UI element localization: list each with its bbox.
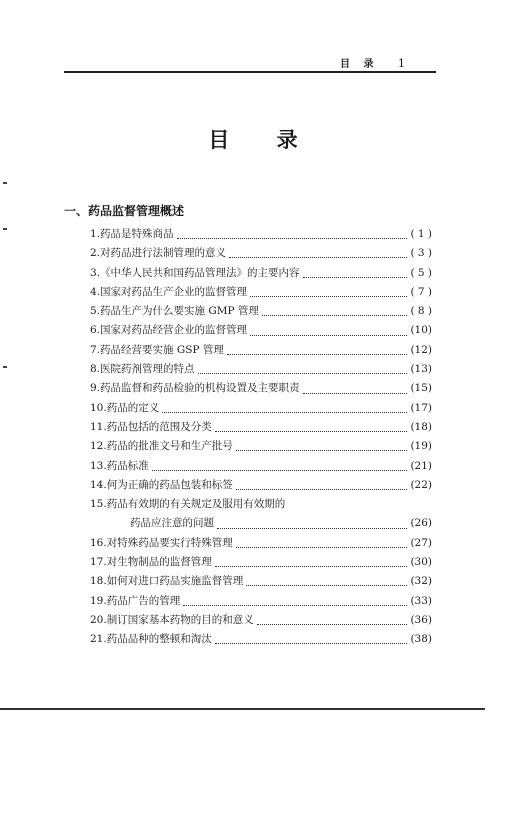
toc-dot-leader xyxy=(152,470,408,471)
toc-dot-leader xyxy=(257,624,408,625)
toc-entry xyxy=(90,322,432,341)
toc-entry-page: (21) xyxy=(410,459,432,472)
toc-entry xyxy=(90,438,432,457)
toc-entry-number: 9. xyxy=(90,382,101,395)
toc-entry-number: 6. xyxy=(90,324,101,337)
toc-dot-leader xyxy=(227,354,408,355)
page-title-char-1: 目 xyxy=(208,128,230,152)
toc-entry-title: 药品是特殊商品 xyxy=(100,228,174,240)
toc-entry-title: 药品标准 xyxy=(106,459,149,472)
toc-entry-title: 对药品进行法制管理的意义 xyxy=(100,247,227,260)
toc-dot-leader xyxy=(236,489,408,490)
toc-entry xyxy=(90,303,432,322)
toc-entry-number: 12. xyxy=(90,440,107,453)
toc-entry-title: 国家对药品生产企业的监督管理 xyxy=(100,285,248,298)
toc-entry-number: 13. xyxy=(90,459,107,472)
footer-rule xyxy=(0,708,485,710)
toc-entry-title: 对生物制品的监督管理 xyxy=(106,556,212,569)
toc-entry-title: 何为正确的药品包装和标签 xyxy=(106,478,233,491)
toc-entry-number: 21. xyxy=(90,633,107,646)
toc-dot-leader xyxy=(183,605,407,606)
toc-entry-page: (32) xyxy=(410,575,432,588)
toc-entry xyxy=(90,342,432,361)
toc-entry-number: 10. xyxy=(90,401,107,414)
toc-entry-number: 8. xyxy=(90,363,101,376)
toc-entry-page: (22) xyxy=(410,478,432,491)
toc-entry-number: 17. xyxy=(90,556,107,569)
toc-dot-leader xyxy=(236,547,408,548)
toc-dot-leader xyxy=(215,431,408,432)
toc-entry-title: 药品有效期的有关规定及服用有效期的 xyxy=(106,498,286,511)
toc-entry-page: (26) xyxy=(410,517,432,530)
toc-entry xyxy=(90,284,432,303)
toc-entry-title: 国家对药品经营企业的监督管理 xyxy=(100,324,248,337)
toc-entry-page: ( 7 ) xyxy=(410,285,432,298)
toc-entry xyxy=(90,400,432,419)
toc-entry xyxy=(90,496,432,515)
toc-entry xyxy=(90,458,432,477)
page-title-char-2: 录 xyxy=(276,128,298,152)
toc-dot-leader xyxy=(215,643,408,644)
toc-dot-leader xyxy=(262,315,408,316)
toc-entry xyxy=(90,419,432,438)
toc-entry xyxy=(90,535,432,554)
toc-entry xyxy=(90,226,432,245)
toc-entry-page: (36) xyxy=(410,613,432,626)
toc-entry-number: 3. xyxy=(90,266,101,279)
toc-entry-number: 11. xyxy=(90,420,107,433)
toc-entry-title: 《中华人民共和国药品管理法》的主要内容 xyxy=(100,266,300,279)
header-rule xyxy=(64,71,436,73)
toc-dot-leader xyxy=(215,566,408,567)
toc-entry xyxy=(90,612,432,631)
scan-mark xyxy=(3,366,7,368)
toc-entry xyxy=(90,265,432,284)
toc-dot-leader xyxy=(246,585,407,586)
toc-entry xyxy=(90,361,432,380)
toc-entry-page: (38) xyxy=(410,633,432,646)
running-head xyxy=(340,55,430,70)
toc-entry-title: 药品监督和药品检验的机构设置及主要职责 xyxy=(100,382,300,395)
toc-entry xyxy=(90,380,432,399)
toc-entry-title: 药品包括的范围及分类 xyxy=(106,420,212,433)
scan-mark xyxy=(3,228,7,230)
toc-entry-title: 药品的定义 xyxy=(106,401,160,414)
toc-entry-title: 药品经营要实施 GSP 管理 xyxy=(100,343,224,356)
toc-entry xyxy=(90,554,432,573)
toc-dot-leader xyxy=(250,296,407,297)
toc-entry xyxy=(90,573,432,592)
toc-entry-page: ( 1 ) xyxy=(410,228,432,240)
toc-entry xyxy=(90,593,432,612)
toc-entry-number: 20. xyxy=(90,613,107,626)
toc-dot-leader xyxy=(303,277,408,278)
toc-entry-title: 药品品种的整顿和淘汰 xyxy=(106,633,212,646)
toc-entry-page: (33) xyxy=(410,594,432,607)
toc-entry-number: 7. xyxy=(90,343,101,356)
toc-entry-page: (12) xyxy=(410,343,432,356)
toc-entry xyxy=(90,245,432,264)
toc-entry-page: (18) xyxy=(410,420,432,433)
toc-entry-title: 制订国家基本药物的目的和意义 xyxy=(106,613,254,626)
toc-entry-page: (10) xyxy=(410,324,432,337)
toc-list xyxy=(90,226,432,651)
toc-entry-number: 16. xyxy=(90,536,107,549)
toc-entry-title: 如何对进口药品实施监督管理 xyxy=(106,575,244,588)
toc-dot-leader xyxy=(229,257,407,258)
section-heading: 一、药品监督管理概述 xyxy=(64,204,185,218)
toc-entry-page: ( 8 ) xyxy=(410,305,432,318)
toc-entry-number: 2. xyxy=(90,247,101,260)
toc-entry-number: 19. xyxy=(90,594,107,607)
toc-entry-title: 医院药剂管理的特点 xyxy=(100,363,195,376)
toc-entry-page: (15) xyxy=(410,382,432,395)
toc-entry-title: 药品应注意的问题 xyxy=(130,517,214,530)
toc-entry-page: (19) xyxy=(410,440,432,453)
toc-entry-title: 药品生产为什么要实施 GMP 管理 xyxy=(100,305,259,318)
running-head-page-number: 1 xyxy=(397,57,405,70)
toc-entry-page: (27) xyxy=(410,536,432,549)
toc-dot-leader xyxy=(177,238,408,239)
toc-dot-leader xyxy=(162,412,407,413)
toc-entry-page: (30) xyxy=(410,556,432,569)
toc-entry-number: 5. xyxy=(90,305,101,318)
toc-entry xyxy=(90,631,432,650)
toc-entry-number: 14. xyxy=(90,478,107,491)
toc-entry xyxy=(90,515,432,534)
toc-entry-number: 15. xyxy=(90,498,107,511)
page-title xyxy=(0,124,506,154)
toc-dot-leader xyxy=(250,335,407,336)
toc-entry-number: 4. xyxy=(90,285,101,298)
toc-entry-page: ( 3 ) xyxy=(410,247,432,260)
toc-dot-leader xyxy=(198,373,408,374)
toc-entry xyxy=(90,477,432,496)
toc-entry-title: 药品的批准文号和生产批号 xyxy=(106,440,233,453)
toc-dot-leader xyxy=(303,393,408,394)
toc-dot-leader xyxy=(236,450,408,451)
scan-mark xyxy=(3,182,7,184)
toc-entry-number: 1. xyxy=(90,228,101,240)
toc-entry-number: 18. xyxy=(90,575,107,588)
toc-entry-page: (13) xyxy=(410,363,432,376)
toc-entry-page: (17) xyxy=(410,401,432,414)
toc-entry-title: 药品广告的管理 xyxy=(106,594,181,607)
toc-dot-leader xyxy=(217,528,407,529)
toc-entry-title: 对特殊药品要实行特殊管理 xyxy=(106,536,233,549)
toc-entry-page: ( 5 ) xyxy=(410,266,432,279)
running-head-title: 目 录 xyxy=(340,59,379,70)
